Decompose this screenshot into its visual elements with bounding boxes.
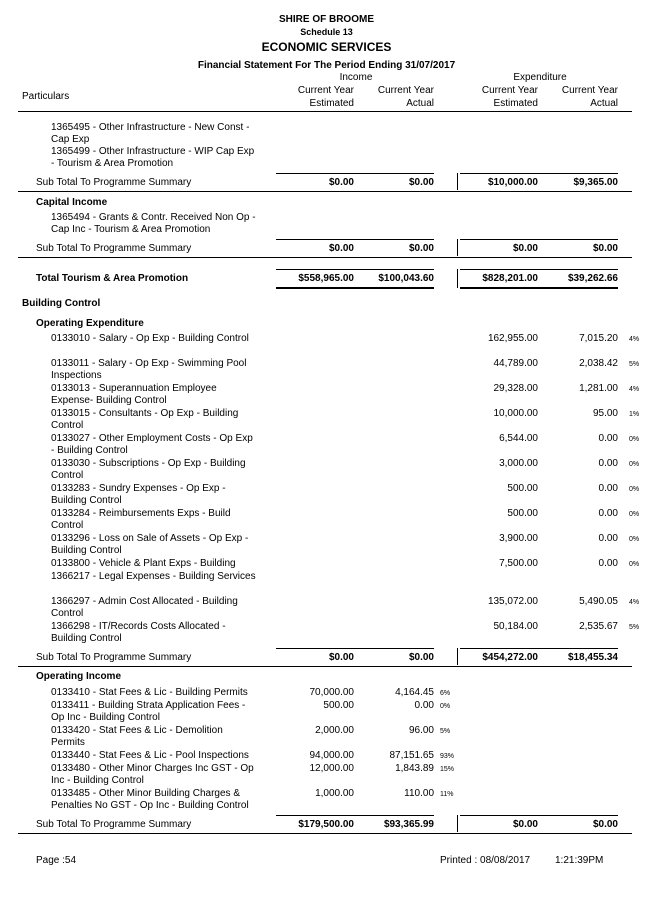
cell-estimated: 50,184.00 (493, 621, 538, 632)
table-row: 0133015 - Consultants - Op Exp - Building Control (51, 408, 239, 432)
cell-percent: 0% (440, 703, 451, 710)
cell-percent: 15% (440, 766, 455, 773)
table-row: 0133411 - Building Strata Application Fees - Op Inc - Building Control (51, 700, 246, 724)
subtotal-value: $454,272.00 (482, 652, 538, 663)
subtotal-value: $0.00 (408, 177, 434, 188)
cell-actual: 5,490.05 (579, 596, 618, 607)
subtotal-value: $0.00 (408, 652, 434, 663)
cell-estimated: 1,000.00 (315, 788, 354, 799)
cell-percent: 0% (629, 511, 640, 518)
cell-actual: 2,038.42 (579, 358, 618, 369)
inc-est-header-1: Current Year (297, 85, 354, 96)
expenditure-rule (460, 815, 618, 816)
cell-percent: 0% (629, 461, 640, 468)
income-rule (276, 269, 434, 270)
income-header: Income (339, 72, 373, 83)
cell-percent: 5% (629, 624, 640, 631)
subtotal-label: Sub Total To Programme Summary (36, 177, 192, 188)
org-name: SHIRE OF BROOME (278, 14, 374, 25)
cell-estimated: 135,072.00 (487, 596, 538, 607)
inc-est-header-2: Estimated (309, 98, 354, 109)
cell-estimated: 12,000.00 (309, 763, 354, 774)
subtotal-value: $0.00 (512, 819, 538, 830)
exp-est-header-2: Estimated (493, 98, 538, 109)
cell-estimated: 2,000.00 (315, 725, 354, 736)
subtotal-value: $0.00 (592, 819, 618, 830)
table-row: 0133011 - Salary - Op Exp - Swimming Pool Inspections (51, 358, 247, 382)
table-row: 0133410 - Stat Fees & Lic - Building Permits (51, 687, 248, 698)
page-number: Page :54 (36, 855, 77, 866)
cell-actual: 110.00 (404, 788, 434, 799)
subtotal-value: $10,000.00 (487, 177, 538, 188)
cell-actual: 4,164.45 (395, 687, 434, 698)
expenditure-rule (460, 269, 618, 270)
subtotal-value: $0.00 (328, 652, 354, 663)
exp-act-header-1: Current Year (561, 85, 618, 96)
table-row: 0133420 - Stat Fees & Lic - Demolition Permits (51, 725, 223, 749)
cell-percent: 5% (629, 361, 640, 368)
total-value: $100,043.60 (378, 273, 434, 284)
inc-act-header-1: Current Year (377, 85, 434, 96)
cell-actual: 0.00 (598, 508, 618, 519)
column-divider (457, 269, 458, 288)
table-row: 0133013 - Superannuation Employee Expense- Building Control (51, 383, 217, 407)
cell-percent: 93% (440, 753, 455, 760)
expenditure-rule (460, 173, 618, 174)
income-rule (276, 173, 434, 174)
expenditure-rule (460, 239, 618, 240)
table-row: 1366297 - Admin Cost Allocated - Building Control (51, 596, 238, 620)
cell-percent: 0% (629, 486, 640, 493)
particulars-header: Particulars (22, 91, 70, 102)
cell-percent: 0% (629, 561, 640, 568)
cell-percent: 0% (629, 536, 640, 543)
cell-actual: 7,015.20 (579, 333, 618, 344)
cell-actual: 87,151.65 (389, 750, 434, 761)
cell-percent: 11% (440, 791, 454, 798)
subtotal-value: $0.00 (408, 243, 434, 254)
operating-income-heading: Operating Income (36, 671, 122, 682)
total-label: Total Tourism & Area Promotion (36, 273, 189, 284)
subtotal-value: $0.00 (592, 243, 618, 254)
subtotal-value: $0.00 (512, 243, 538, 254)
table-row: 1366298 - IT/Records Costs Allocated -Building Control (51, 621, 226, 645)
subtotal-value: $0.00 (328, 243, 354, 254)
table-row: 0133800 - Vehicle & Plant Exps - Building (51, 558, 236, 569)
subtotal-value: $9,365.00 (573, 177, 618, 188)
cell-percent: 5% (440, 728, 451, 735)
subtotal-value: $0.00 (328, 177, 354, 188)
cell-estimated: 29,328.00 (493, 383, 538, 394)
cell-percent: 1% (629, 411, 640, 418)
cell-actual: 1,281.00 (579, 383, 618, 394)
building-control-heading: Building Control (22, 298, 101, 309)
list-item: 1365494 - Grants & Contr. Received Non Op - Cap Inc - Tourism & Area Promotion (51, 212, 256, 236)
cell-estimated: 6,544.00 (499, 433, 538, 444)
expenditure-double-rule (460, 287, 618, 289)
cell-actual: 0.00 (598, 533, 618, 544)
row-rule (18, 257, 632, 258)
capital-income-heading: Capital Income (36, 197, 108, 208)
cell-estimated: 162,955.00 (487, 333, 538, 344)
income-rule (276, 815, 434, 816)
cell-percent: 6% (440, 690, 451, 697)
cell-estimated: 3,900.00 (499, 533, 538, 544)
cell-estimated: 500.00 (507, 508, 538, 519)
cell-estimated: 500.00 (323, 700, 354, 711)
list-item: 1365499 - Other Infrastructure - WIP Cap Exp - Tourism & Area Promotion (51, 146, 255, 170)
subtotal-value: $93,365.99 (383, 819, 434, 830)
column-divider (457, 648, 458, 665)
inc-act-header-2: Actual (406, 98, 434, 109)
cell-estimated: 94,000.00 (309, 750, 354, 761)
cell-estimated: 70,000.00 (309, 687, 354, 698)
subtotal-value: $18,455.34 (567, 652, 618, 663)
header-rule (18, 111, 632, 112)
expenditure-header: Expenditure (513, 72, 567, 83)
cell-estimated: 44,789.00 (493, 358, 538, 369)
subtotal-value: $179,500.00 (298, 819, 354, 830)
cell-percent: 4% (629, 336, 640, 343)
income-rule (276, 239, 434, 240)
income-double-rule (276, 287, 434, 289)
table-row: 0133283 - Sundry Expenses - Op Exp - Building Control (51, 483, 226, 507)
total-value: $39,262.66 (567, 273, 618, 284)
column-divider (457, 239, 458, 256)
row-rule (18, 833, 632, 834)
column-divider (457, 815, 458, 832)
table-row: 0133027 - Other Employment Costs - Op Exp - Building Control (51, 433, 253, 457)
subtotal-label: Sub Total To Programme Summary (36, 652, 192, 663)
cell-actual: 0.00 (598, 483, 618, 494)
column-divider (457, 173, 458, 190)
table-row: 1366217 - Legal Expenses - Building Services (51, 571, 256, 582)
row-rule (18, 666, 632, 667)
cell-actual: 0.00 (598, 433, 618, 444)
printed-date: Printed : 08/08/2017 (440, 855, 531, 866)
schedule-label: Schedule 13 (300, 27, 353, 37)
section-title: ECONOMIC SERVICES (261, 40, 392, 54)
printed-time: 1:21:39PM (555, 855, 604, 866)
table-row: 0133296 - Loss on Sale of Assets - Op Exp - Building Control (51, 533, 249, 557)
cell-actual: 1,843.89 (395, 763, 434, 774)
total-value: $828,201.00 (482, 273, 538, 284)
exp-act-header-2: Actual (590, 98, 618, 109)
expenditure-rule (460, 648, 618, 649)
cell-actual: 0.00 (414, 700, 434, 711)
cell-actual: 95.00 (592, 408, 618, 419)
exp-est-header-1: Current Year (481, 85, 538, 96)
cell-estimated: 10,000.00 (493, 408, 538, 419)
subtotal-label: Sub Total To Programme Summary (36, 819, 192, 830)
list-item: 1365495 - Other Infrastructure - New Const - Cap Exp (51, 122, 250, 146)
table-row: 0133480 - Other Minor Charges Inc GST - Op Inc - Building Control (51, 763, 254, 787)
cell-actual: 0.00 (598, 558, 618, 569)
cell-estimated: 3,000.00 (499, 458, 538, 469)
table-row: 0133284 - Reimbursements Exps - Build Control (51, 508, 231, 532)
cell-estimated: 500.00 (507, 483, 538, 494)
total-value: $558,965.00 (298, 273, 354, 284)
table-row: 0133030 - Subscriptions - Op Exp - Building Control (51, 458, 246, 482)
row-rule (18, 191, 632, 192)
cell-percent: 0% (629, 436, 640, 443)
cell-percent: 4% (629, 386, 640, 393)
table-row: 0133485 - Other Minor Building Charges & Penalties No GST - Op Inc - Building Control (51, 788, 249, 812)
operating-expenditure-heading: Operating Expenditure (36, 318, 144, 329)
cell-estimated: 7,500.00 (499, 558, 538, 569)
table-row: 0133010 - Salary - Op Exp - Building Control (51, 333, 249, 344)
income-rule (276, 648, 434, 649)
cell-actual: 96.00 (408, 725, 434, 736)
cell-actual: 0.00 (598, 458, 618, 469)
statement-title: Financial Statement For The Period Ending 31/07/2017 (197, 60, 456, 71)
cell-percent: 4% (629, 599, 640, 606)
cell-actual: 2,535.67 (579, 621, 618, 632)
subtotal-label: Sub Total To Programme Summary (36, 243, 192, 254)
table-row: 0133440 - Stat Fees & Lic - Pool Inspections (51, 750, 249, 761)
